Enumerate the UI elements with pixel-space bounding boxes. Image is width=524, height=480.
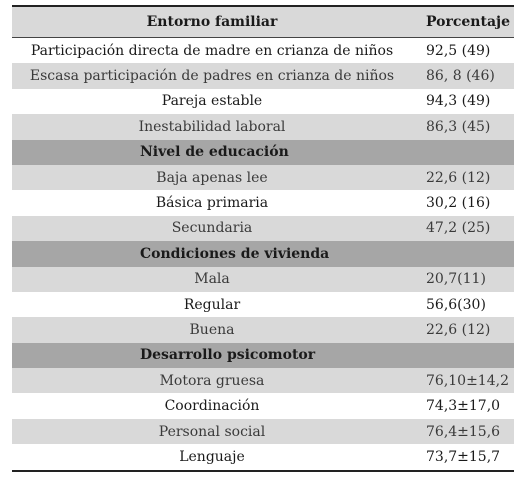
row-label: Personal social [158, 423, 266, 440]
row-label: Baja apenas lee [156, 169, 268, 186]
row-label: Básica primaria [155, 195, 269, 212]
section-header-desarrollo-psicomotor [12, 343, 514, 368]
table-row [12, 292, 514, 317]
row-label: Lenguaje [179, 448, 245, 465]
header-entorno-familiar: Entorno familiar [146, 14, 278, 30]
row-label: Coordinación [164, 398, 260, 415]
row-label: Pareja estable [161, 93, 263, 110]
row-label: Participación directa de madre en crianza de niños [30, 42, 394, 59]
row-value: 76,10±14,2 [426, 372, 509, 389]
row-value: 74,3±17,0 [426, 398, 501, 415]
row-value: 30,2 (16) [426, 195, 491, 212]
row-label: Escasa participación de padres en crianza de niños [29, 68, 395, 85]
row-label: Motora gruesa [159, 372, 265, 389]
row-value: 20,7(11) [426, 271, 486, 288]
table-row [12, 368, 514, 393]
table-row [12, 216, 514, 241]
table-row [12, 38, 514, 63]
row-value: 92,5 (49) [426, 42, 491, 59]
row-value: 76,4±15,6 [426, 423, 501, 440]
table-row [12, 63, 514, 88]
table-row [12, 114, 514, 139]
header-porcentaje: Porcentaje [426, 14, 510, 30]
row-value: 86, 8 (46) [426, 68, 495, 85]
table-row [12, 419, 514, 444]
table-row [12, 267, 514, 292]
row-label: Buena [189, 321, 235, 338]
section-label: Nivel de educación [140, 144, 289, 161]
row-label: Mala [194, 271, 230, 288]
row-value: 56,6(30) [426, 296, 486, 313]
table-row [12, 393, 514, 418]
table-row [12, 89, 514, 114]
section-label: Desarrollo psicomotor [140, 347, 316, 364]
table-row [12, 165, 514, 190]
section-header-condiciones-vivienda [12, 241, 514, 266]
section-label: Condiciones de vivienda [140, 245, 330, 262]
row-label: Secundaria [171, 220, 253, 237]
row-label: Inestabilidad laboral [138, 118, 286, 135]
row-value: 22,6 (12) [426, 321, 491, 338]
row-label: Regular [183, 296, 241, 313]
row-value: 86,3 (45) [426, 118, 491, 135]
row-value: 73,7±15,7 [426, 448, 501, 465]
table-row [12, 317, 514, 342]
family-environment-table [12, 5, 514, 472]
table-row [12, 444, 514, 469]
row-value: 94,3 (49) [426, 93, 491, 110]
row-value: 47,2 (25) [426, 220, 491, 237]
table-row [12, 190, 514, 215]
section-header-nivel-educacion [12, 140, 514, 165]
table-header-row [12, 7, 514, 38]
row-value: 22,6 (12) [426, 169, 491, 186]
